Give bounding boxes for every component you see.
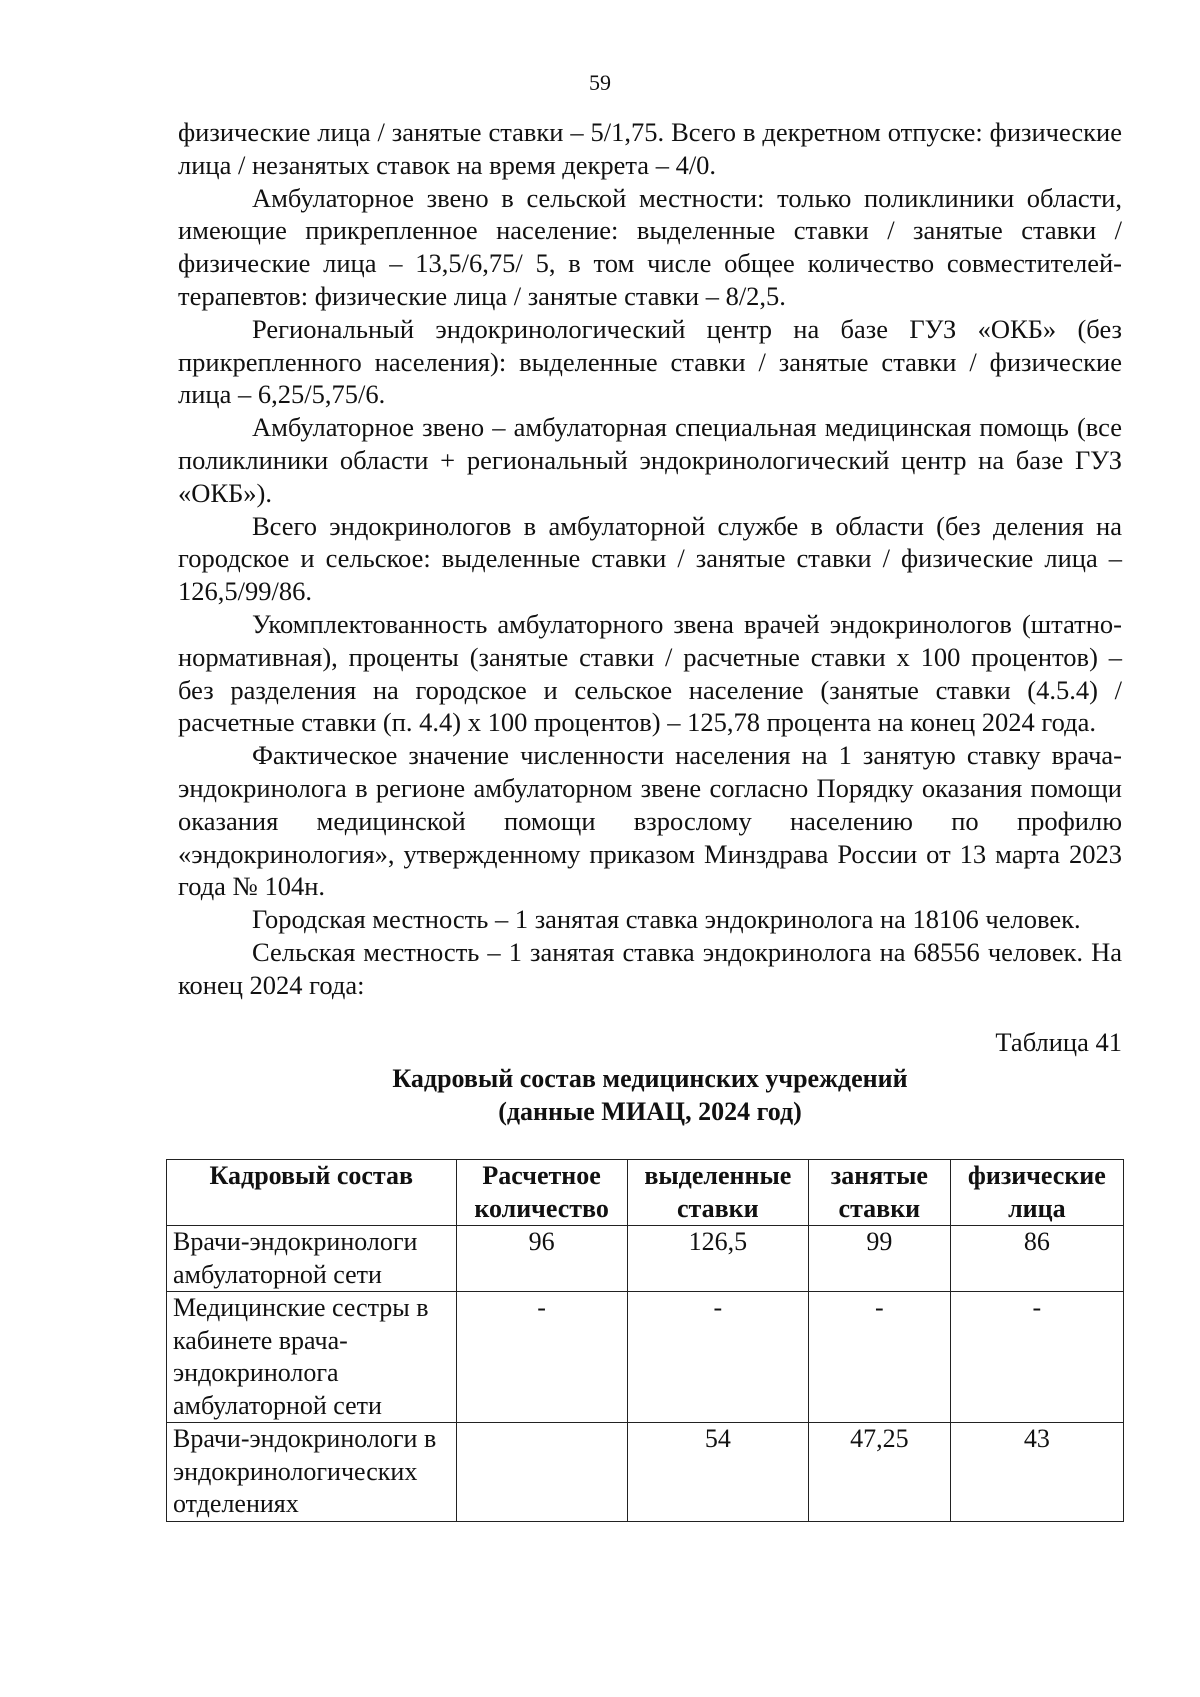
cell-occupied-positions: - — [809, 1292, 951, 1423]
header-allocated-positions: выделенные ставки — [627, 1160, 808, 1226]
table-title-line-1: Кадровый состав медицинских учреждений — [392, 1064, 908, 1093]
table-row — [167, 1292, 1124, 1423]
header-staff-composition: Кадровый состав — [167, 1160, 457, 1226]
cell-allocated-positions: - — [627, 1292, 808, 1423]
staff-table — [166, 1159, 1124, 1522]
paragraph-8: Городская местность – 1 занятая ставка эндокринолога на 18106 человек. — [252, 904, 1081, 935]
table-caption: Таблица 41 — [995, 1027, 1122, 1057]
header-occupied-positions: занятые ставки — [809, 1160, 951, 1226]
cell-occupied-positions: 99 — [809, 1226, 951, 1292]
cell-individuals: - — [950, 1292, 1123, 1423]
paragraph-9: Сельская местность – 1 занятая ставка эндокринолога на 68556 человек. На конец 2024 года: — [178, 936, 1122, 1000]
paragraph-3: Региональный эндокринологический центр на базе ГУЗ «ОКБ» (без прикрепленного населения): выделенные ставки / занятые ставки / физические лица – 6,25/5,75/6. — [178, 313, 1122, 410]
cell-allocated-positions: 54 — [627, 1423, 808, 1522]
page-number: 59 — [589, 70, 611, 95]
table-title — [178, 1062, 1122, 1128]
paragraph-6: Укомплектованность амбулаторного звена врачей эндокринологов (штатно-нормативная), проценты (занятые ставки / расчетные ставки х 100 процентов) – без разделения на городское и сельское население (занятые ставки (4.5.4) / расчетные ставки (п. 4.4) х 100 процентов) – 125,78 процента на конец 2024 года. — [178, 608, 1122, 738]
row-label: Врачи-эндокринологи в эндокринологических отделениях — [167, 1423, 457, 1522]
table-title-line-2: (данные МИАЦ, 2024 год) — [498, 1097, 802, 1126]
table-row — [167, 1226, 1124, 1292]
cell-estimated-count — [456, 1423, 627, 1522]
cell-estimated-count: 96 — [456, 1226, 627, 1292]
paragraph-4: Амбулаторное звено – амбулаторная специальная медицинская помощь (все поликлиники области + региональный эндокринологический центр на базе ГУЗ «ОКБ»). — [178, 412, 1122, 508]
table-header-row — [167, 1160, 1124, 1226]
table-row — [167, 1423, 1124, 1522]
paragraph-7: Фактическое значение численности населения на 1 занятую ставку врача-эндокринолога в регионе амбулаторном звене согласно Порядку оказания помощи оказания медицинской помощи взрослому населению по профилю «эндокринология», утвержденному приказом Минздрава России от 13 марта 2023 года № 104н. — [178, 740, 1122, 902]
header-individuals: физические лица — [950, 1160, 1123, 1226]
row-label: Медицинские сестры в кабинете врача-эндокринолога амбулаторной сети — [167, 1292, 457, 1423]
row-label: Врачи-эндокринологи амбулаторной сети — [167, 1226, 457, 1292]
cell-occupied-positions: 47,25 — [809, 1423, 951, 1522]
paragraph-2: Амбулаторное звено в сельской местности: только поликлиники области, имеющие прикрепленное население: выделенные ставки / занятые ставки / физические лица – 13,5/6,75/ 5, в том числе общее количество совместителей-терапевтов: физические лица / занятые ставки – 8/2,5. — [178, 182, 1122, 311]
cell-estimated-count: - — [456, 1292, 627, 1423]
cell-individuals: 43 — [950, 1423, 1123, 1522]
header-estimated-count: Расчетное количество — [456, 1160, 627, 1226]
paragraph-1: физические лица / занятые ставки – 5/1,75. Всего в декретном отпуске: физические лица / незанятых ставок на время декрета – 4/0. — [178, 117, 1122, 180]
paragraph-5: Всего эндокринологов в амбулаторной службе в области (без деления на городское и сельское: выделенные ставки / занятые ставки / физические лица – 126,5/99/86. — [178, 510, 1122, 607]
cell-allocated-positions: 126,5 — [627, 1226, 808, 1292]
body-text — [178, 116, 1122, 1002]
cell-individuals: 86 — [950, 1226, 1123, 1292]
